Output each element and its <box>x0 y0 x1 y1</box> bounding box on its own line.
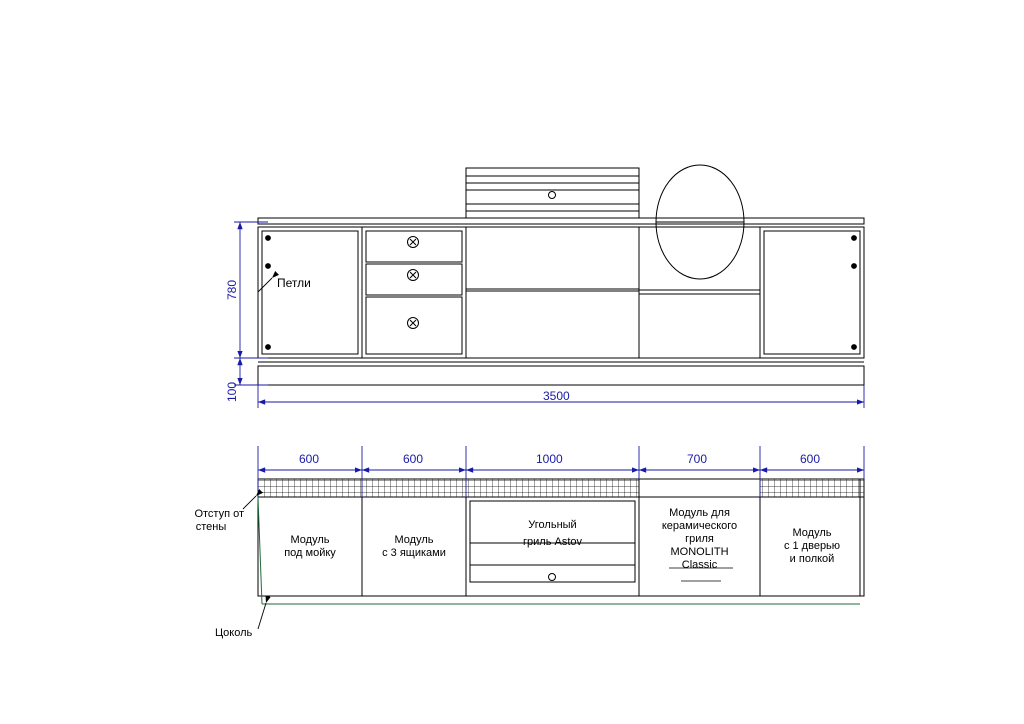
plan-dim-600-a: 600 <box>299 452 320 466</box>
elevation-dimensions <box>234 222 864 408</box>
module-door-shelf-line1: Модуль <box>792 527 832 539</box>
module-door-shelf-line3: и полкой <box>789 553 835 565</box>
plinth-label: Цоколь <box>215 627 253 639</box>
plan-dim-600-c: 600 <box>800 452 821 466</box>
module-charcoal-grill-line2: гриль Astov <box>523 536 582 548</box>
wall-offset-line1: Отступ от <box>194 508 244 520</box>
wall-offset-line2: стены <box>195 521 227 533</box>
hinges-label: Петли <box>277 276 311 290</box>
plan-dim-1000: 1000 <box>536 452 563 466</box>
module-3-drawers-line1: Модуль <box>394 534 434 546</box>
hinges-leader <box>258 278 272 292</box>
module-charcoal-grill <box>470 519 635 549</box>
dim-label-780: 780 <box>225 279 240 301</box>
module-charcoal-grill-line1: Угольный <box>528 519 577 531</box>
module-sink <box>262 534 358 560</box>
dim-label-100: 100 <box>225 381 240 403</box>
module-ceramic-grill-line1: Модуль для <box>669 507 730 519</box>
module-ceramic-grill <box>639 507 760 572</box>
elevation-view <box>258 165 864 385</box>
module-door-shelf <box>764 527 860 566</box>
module-3-drawers-line2: с 3 ящиками <box>382 547 446 559</box>
module-sink-line2: под мойку <box>284 547 336 559</box>
dim-label-3500: 3500 <box>543 389 570 403</box>
module-ceramic-grill-line4: MONOLITH <box>670 546 729 558</box>
plan-leaders <box>243 496 266 629</box>
module-ceramic-grill-line5: Classic <box>681 559 718 571</box>
wall-offset-label <box>178 508 244 534</box>
module-ceramic-grill-line3: гриля <box>685 533 714 545</box>
module-3-drawers <box>366 534 462 560</box>
plan-dim-700: 700 <box>687 452 708 466</box>
plan-dim-600-b: 600 <box>403 452 424 466</box>
module-sink-line1: Модуль <box>290 534 330 546</box>
module-door-shelf-line2: с 1 дверью <box>783 540 841 552</box>
module-ceramic-grill-line2: керамического <box>661 520 738 532</box>
